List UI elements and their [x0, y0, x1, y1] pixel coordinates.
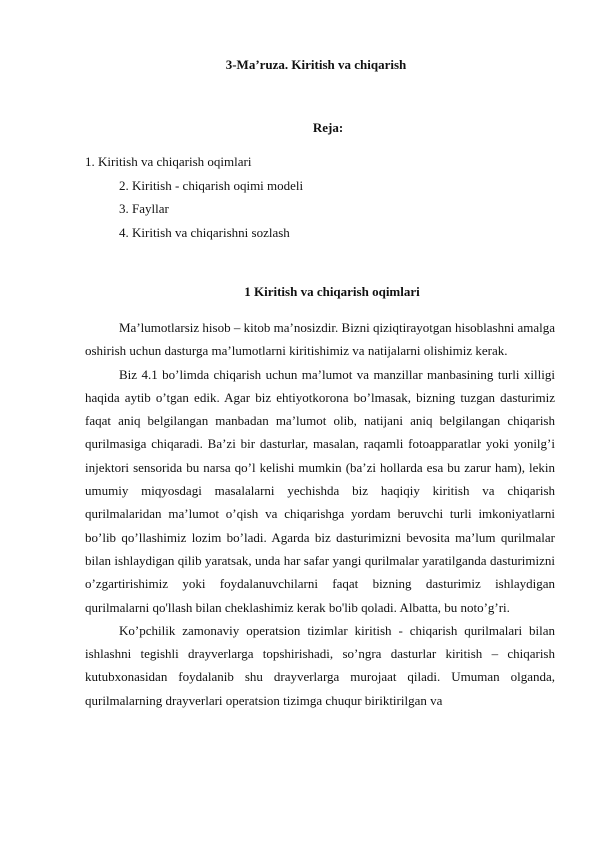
paragraph: Ma’lumotlarsiz hisob – kitob ma’nosizdir. Bizni qiziqtirayotgan hisoblashni amalga oshirish uchun dasturga ma’lumotlarni kiritishimiz va natijalarni olishimiz kerak.	[85, 320, 555, 359]
paragraph: Ko’pchilik zamonaviy operatsion tizimlar kiritish - chiqarish qurilmalari bilan ishlashni tegishli drayverlarga topshirishadi, so’ngra dasturlar kiritish – chiqarish kutubxonasidan foydalanib shu drayverlarga murojaat qiladi. Umuman olganda, qurilmalarning drayverlari operatsion tizimga chuqur biriktirilgan va	[85, 622, 555, 708]
plan-item: 3. Fayllar	[119, 201, 169, 216]
body-text	[85, 316, 555, 712]
paragraph: Biz 4.1 bo’limda chiqarish uchun ma’lumot va manzillar manbasining turli xilligi haqida aytib o’tgan edik. Agar biz ehtiyotkorona bo’lmasak, bizning tuzgan dasturimiz faqat aniq belgilangan manbadan ma’lumot olib, natijani aniq belgilangan chiqarish qurilmasiga chiqaradi. Ba’zi bir dasturlar, masalan, raqamli fotoapparatlar yoki yonilg’i injektori sensorida bu narsa qo’l kelishi mumkin (ba’zi hollarda esa bu zarur ham), lekin umumiy miqyosdagi masalalarni yechishda biz haqiqiy kiritish va chiqarish qurilmalaridan ma’lumot o’qish va chiqarishga yordam beruvchi turli imkoniyatlarni bo’lib qo’llashimiz lozim bo’ladi. Agarda biz dasturimizni bevosita ma’lum qurilmalar bilan ishlaydigan qilib yaratsak, unda har safar yangi qurilmalar yaratilganda dasturimizni o’zgartirishimiz yoki foydalanuvchilarni faqat bizning dasturimiz ishlaydigan qurilmalarni qo'llash bilan cheklashimiz kerak bo'lib qoladi. Albatta, bu noto’g’ri.	[85, 366, 555, 615]
plan-item: 1. Kiritish va chiqarish oqimlari	[85, 154, 252, 169]
plan-item: 4. Kiritish va chiqarishni sozlash	[119, 224, 290, 240]
plan-item: 2. Kiritish - chiqarish oqimi modeli	[119, 177, 304, 193]
section-heading: 1 Kiritish va chiqarish oqimlari	[244, 284, 420, 299]
plan-heading: Reja:	[312, 120, 344, 135]
plan-list	[85, 150, 555, 244]
page-title: 3-Ma’ruza. Kiritish va chiqarish	[225, 57, 407, 72]
